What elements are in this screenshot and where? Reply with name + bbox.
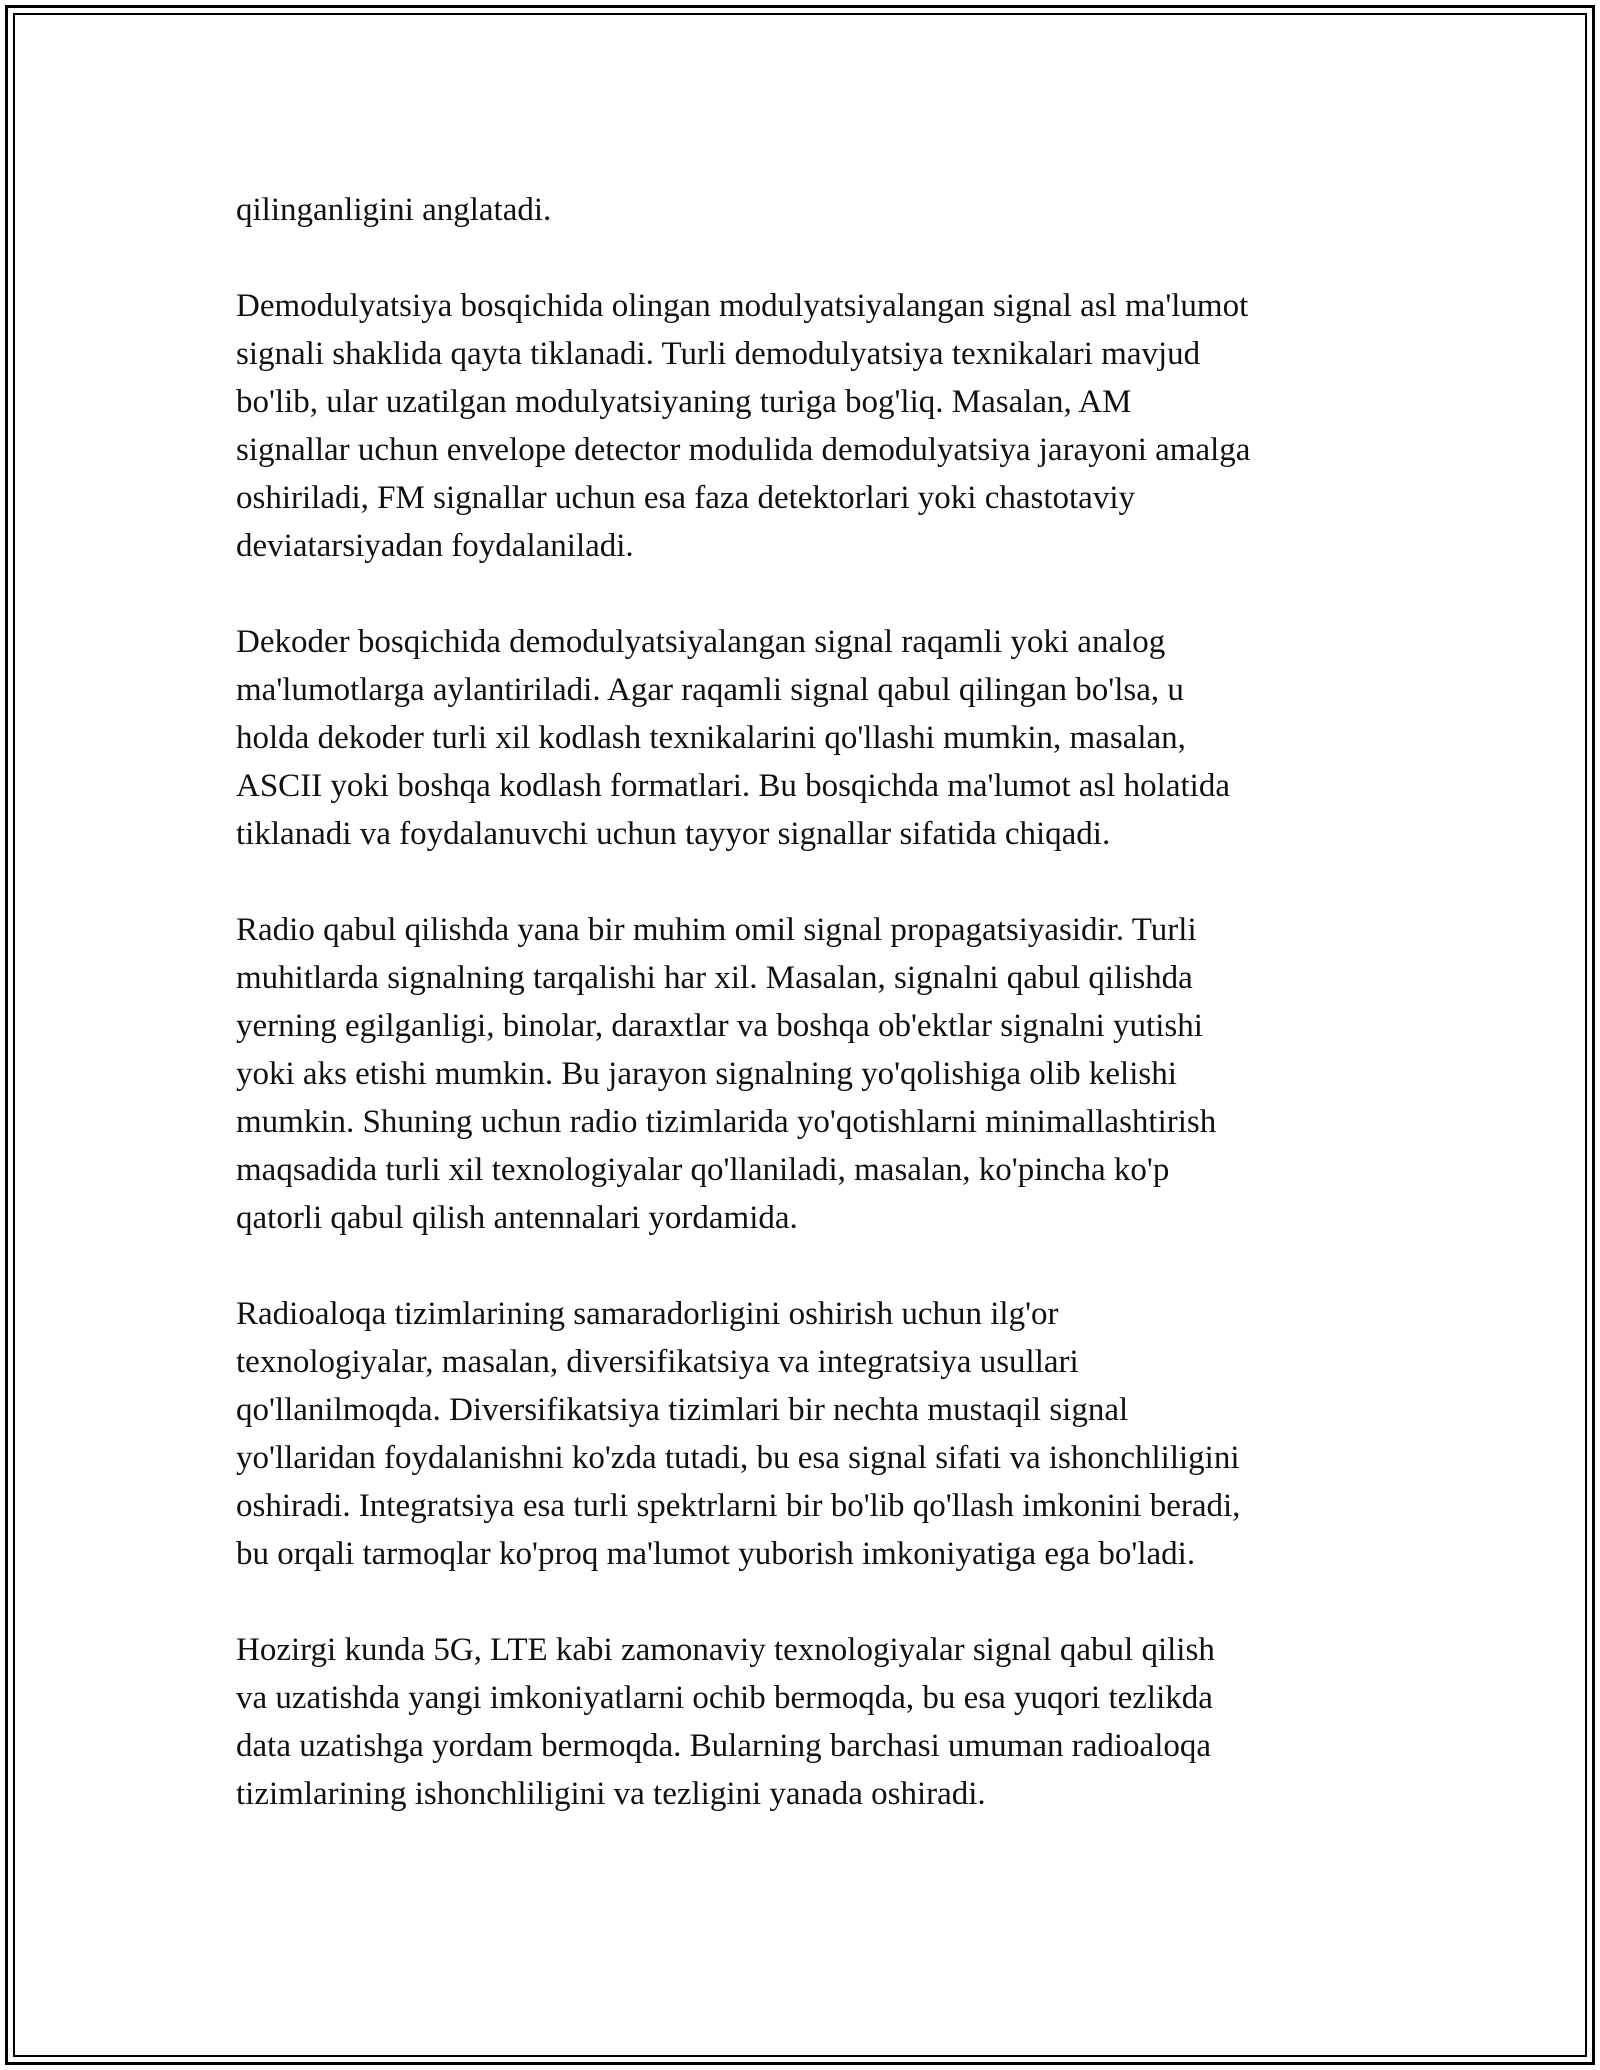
paragraph-4: Radio qabul qilishda yana bir muhim omil signal propagatsiyasidir. Turli muhitlarda signalning tarqalishi har xil. Masalan, signalni qabul qilishda yerning egilganligi, binolar, daraxtlar va boshqa ob'ektlar signalni yutishi yoki aks etishi mumkin. Bu jarayon signalning yo'qolishiga olib kelishi mumkin. Shuning uchun radio tizimlarida yo'qotishlarni minimallashtirish maqsadida turli xil texnologiyalar qo'llaniladi, masalan, ko'pincha ko'p qatorli qabul qilish antennalari yordamida. <box>236 912 1217 1236</box>
paragraph-3: Dekoder bosqichida demodulyatsiyalangan signal raqamli yoki analog ma'lumotlarga aylantiriladi. Agar raqamli signal qabul qilingan bo'lsa, u holda dekoder turli xil kodlash texnikalarini qo'llashi mumkin, masalan, ASCII yoki boshqa kodlash formatlari. Bu bosqichda ma'lumot asl holatida tiklanadi va foydalanuvchi uchun tayyor signallar sifatida chiqadi. <box>236 624 1230 852</box>
document-body <box>236 186 1386 1866</box>
paragraph-5: Radioaloqa tizimlarining samaradorligini oshirish uchun ilg'or texnologiyalar, masalan, diversifikatsiya va integratsiya usullari qo'llanilmoqda. Diversifikatsiya tizimlari bir nechta mustaqil signal yo'llaridan foydalanishni ko'zda tutadi, bu esa signal sifati va ishonchliligini oshiradi. Integratsiya esa turli spektrlarni bir bo'lib qo'llash imkonini beradi, bu orqali tarmoqlar ko'proq ma'lumot yuborish imkoniyatiga ega bo'ladi. <box>236 1296 1241 1572</box>
paragraph-6: Hozirgi kunda 5G, LTE kabi zamonaviy texnologiyalar signal qabul qilish va uzatishda yangi imkoniyatlarni ochib bermoqda, bu esa yuqori tezlikda data uzatishga yordam bermoqda. Bularning barchasi umuman radioaloqa tizimlarining ishonchliligini va tezligini yanada oshiradi. <box>236 1632 1215 1812</box>
paragraph-2: Demodulyatsiya bosqichida olingan modulyatsiyalangan signal asl ma'lumot signali shaklida qayta tiklanadi. Turli demodulyatsiya texnikalari mavjud bo'lib, ular uzatilgan modulyatsiyaning turiga bog'liq. Masalan, AM signallar uchun envelope detector modulida demodulyatsiya jarayoni amalga oshiriladi, FM signallar uchun esa faza detektorlari yoki chastotaviy deviatarsiyadan foydalaniladi. <box>236 288 1251 564</box>
paragraph-1: qilinganligini anglatadi. <box>236 192 552 228</box>
